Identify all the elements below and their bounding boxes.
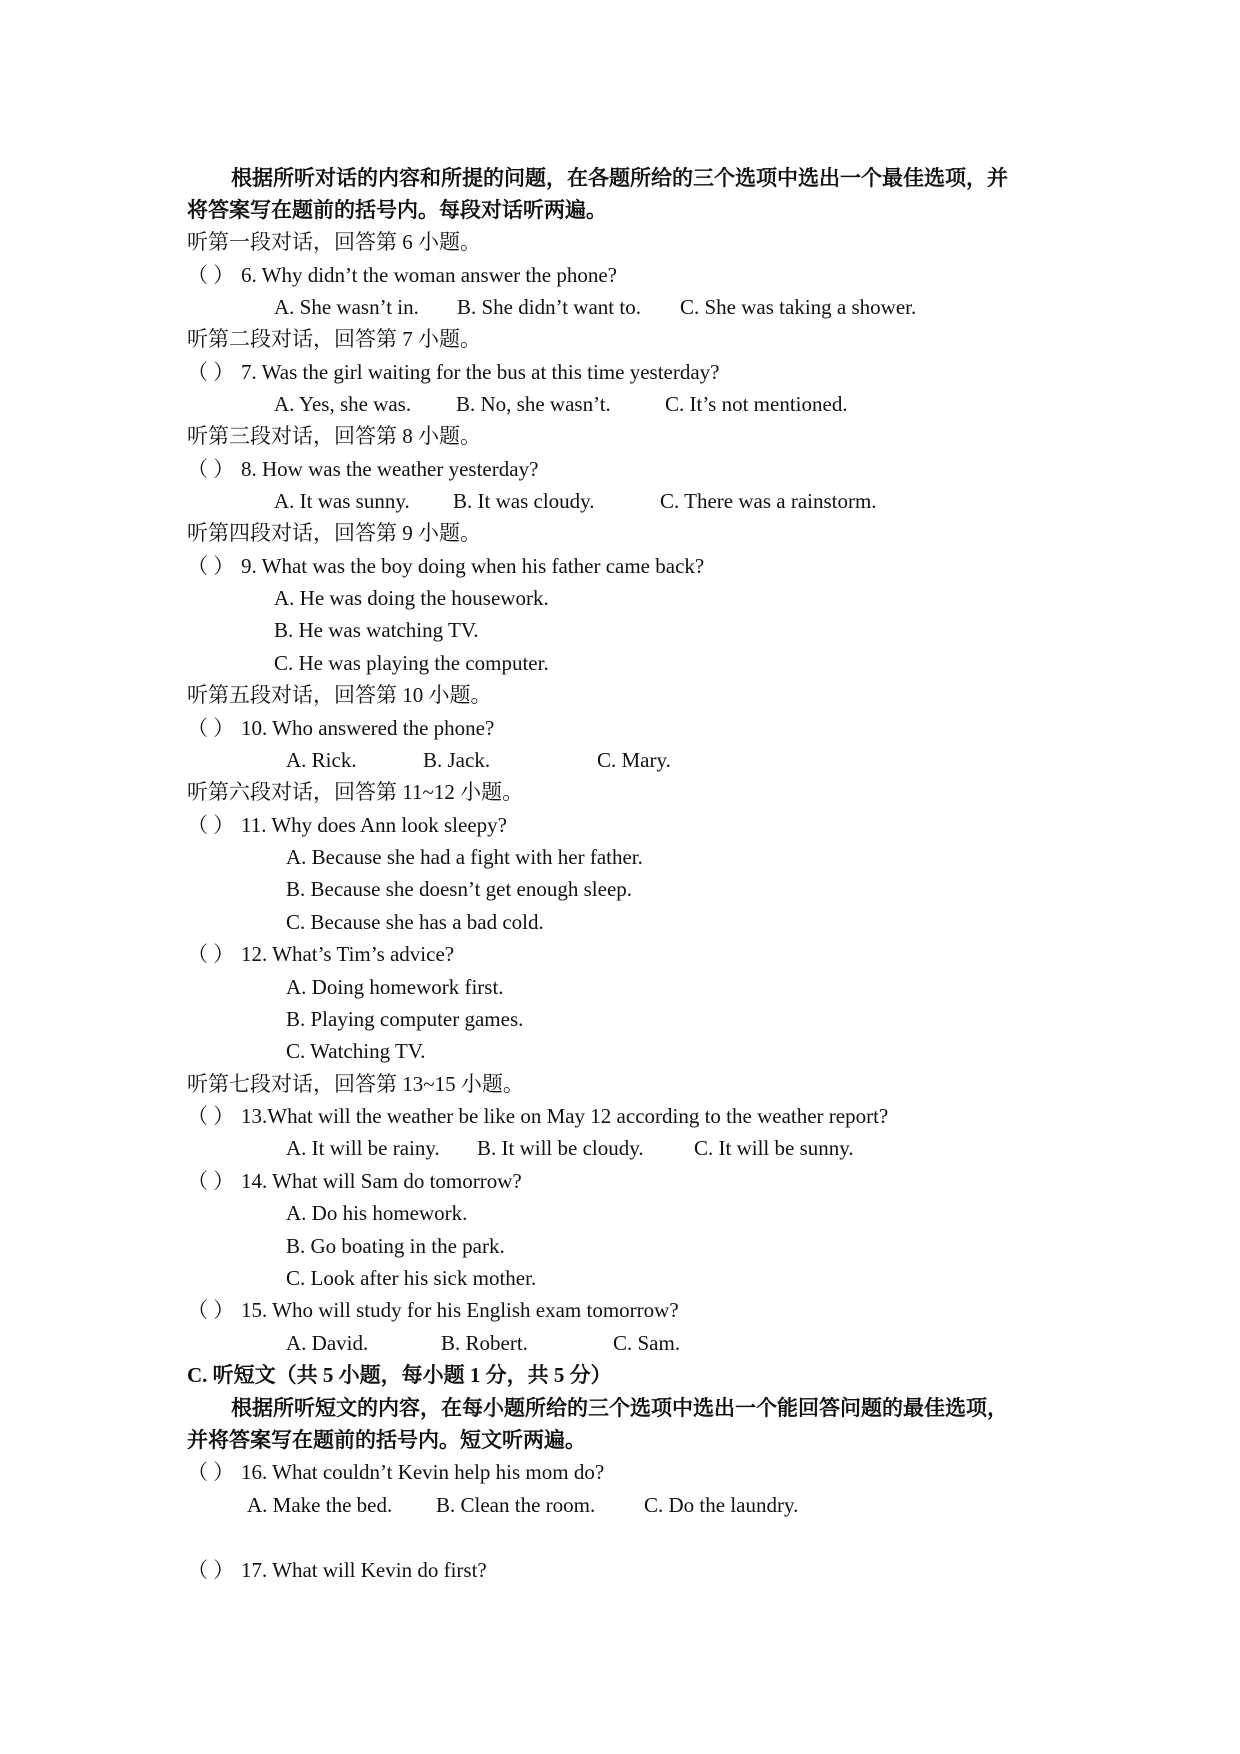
part-c-heading: C. 听短文（共 5 小题，每小题 1 分，共 5 分） <box>187 1363 612 1387</box>
question-text: 16. What couldn’t Kevin help his mom do? <box>241 1460 605 1484</box>
question-text: 12. What’s Tim’s advice? <box>241 942 455 966</box>
intro-line-2: 将答案写在题前的括号内。每段对话听两遍。 <box>187 198 607 222</box>
question-text: 10. Who answered the phone? <box>241 716 495 740</box>
intro-line-1: 根据所听对话的内容和所提的问题，在各题所给的三个选项中选出一个最佳选项，并 <box>231 166 1008 190</box>
option-c: C. Sam. <box>613 1331 681 1355</box>
answer-bracket: （ ） <box>187 813 235 837</box>
answer-bracket: （ ） <box>187 942 235 966</box>
question-text: 7. Was the girl waiting for the bus at this time yesterday? <box>241 360 720 384</box>
option-b: B. Robert. <box>441 1331 528 1355</box>
option-a: A. Rick. <box>286 748 357 772</box>
option-b: B. Go boating in the park. <box>286 1234 505 1258</box>
question-text: 6. Why didn’t the woman answer the phone? <box>241 263 617 287</box>
option-c: C. He was playing the computer. <box>274 651 549 675</box>
section-instruction: 听第一段对话，回答第 6 小题。 <box>187 230 481 254</box>
option-b: B. Because she doesn’t get enough sleep. <box>286 877 633 901</box>
option-b: B. No, she wasn’t. <box>456 392 611 416</box>
question-12 <box>187 941 454 967</box>
answer-bracket: （ ） <box>187 1298 235 1322</box>
option-a: A. Make the bed. <box>247 1493 393 1517</box>
option-b: B. It will be cloudy. <box>477 1136 644 1160</box>
option-a: A. Yes, she was. <box>274 392 412 416</box>
answer-bracket: （ ） <box>187 1104 235 1128</box>
answer-bracket: （ ） <box>187 716 235 740</box>
option-a: A. He was doing the housework. <box>274 586 549 610</box>
answer-bracket: （ ） <box>187 1558 235 1582</box>
answer-bracket: （ ） <box>187 554 235 578</box>
question-8 <box>187 456 538 482</box>
question-text: 14. What will Sam do tomorrow? <box>241 1169 522 1193</box>
option-c: C. It’s not mentioned. <box>665 392 848 416</box>
question-7 <box>187 359 719 385</box>
answer-bracket: （ ） <box>187 263 235 287</box>
answer-bracket: （ ） <box>187 360 235 384</box>
option-a: A. Doing homework first. <box>286 975 504 999</box>
section-instruction: 听第三段对话，回答第 8 小题。 <box>187 424 481 448</box>
section-instruction: 听第六段对话，回答第 11~12 小题。 <box>187 780 524 804</box>
question-15 <box>187 1297 679 1323</box>
section-instruction: 听第二段对话，回答第 7 小题。 <box>187 327 481 351</box>
question-text: 17. What will Kevin do first? <box>241 1558 487 1582</box>
option-a: A. Because she had a fight with her father. <box>286 845 643 869</box>
section-instruction: 听第五段对话，回答第 10 小题。 <box>187 683 492 707</box>
option-b: B. Jack. <box>423 748 491 772</box>
question-13 <box>187 1103 888 1129</box>
option-c: C. Mary. <box>597 748 671 772</box>
question-6 <box>187 262 617 288</box>
option-c: C. Do the laundry. <box>644 1493 799 1517</box>
question-text: 13.What will the weather be like on May 12 according to the weather report? <box>241 1104 889 1128</box>
option-c: C. Because she has a bad cold. <box>286 910 544 934</box>
option-c: C. Watching TV. <box>286 1039 426 1063</box>
question-text: 8. How was the weather yesterday? <box>241 457 539 481</box>
question-text: 9. What was the boy doing when his father came back? <box>241 554 705 578</box>
option-b: B. It was cloudy. <box>453 489 595 513</box>
question-17 <box>187 1557 487 1583</box>
option-c: C. There was a rainstorm. <box>660 489 877 513</box>
question-9 <box>187 553 704 579</box>
option-a: A. David. <box>286 1331 369 1355</box>
answer-bracket: （ ） <box>187 1460 235 1484</box>
part-c-instruction-line-1: 根据所听短文的内容，在每小题所给的三个选项中选出一个能回答问题的最佳选项， <box>231 1396 1008 1420</box>
section-instruction: 听第七段对话，回答第 13~15 小题。 <box>187 1072 524 1096</box>
option-a: A. She wasn’t in. <box>274 295 419 319</box>
option-c: C. Look after his sick mother. <box>286 1266 537 1290</box>
question-16 <box>187 1459 604 1485</box>
option-c: C. It will be sunny. <box>694 1136 854 1160</box>
question-11 <box>187 812 507 838</box>
option-b: B. Playing computer games. <box>286 1007 524 1031</box>
option-a: A. It was sunny. <box>274 489 410 513</box>
option-c: C. She was taking a shower. <box>680 295 917 319</box>
option-a: A. It will be rainy. <box>286 1136 440 1160</box>
part-c-instruction-line-2: 并将答案写在题前的括号内。短文听两遍。 <box>187 1428 586 1452</box>
option-b: B. He was watching TV. <box>274 618 479 642</box>
option-a: A. Do his homework. <box>286 1201 468 1225</box>
answer-bracket: （ ） <box>187 1169 235 1193</box>
question-14 <box>187 1168 522 1194</box>
answer-bracket: （ ） <box>187 457 235 481</box>
section-instruction: 听第四段对话，回答第 9 小题。 <box>187 521 481 545</box>
question-text: 11. Why does Ann look sleepy? <box>241 813 507 837</box>
question-10 <box>187 715 494 741</box>
option-b: B. She didn’t want to. <box>457 295 641 319</box>
question-text: 15. Who will study for his English exam tomorrow? <box>241 1298 679 1322</box>
option-b: B. Clean the room. <box>436 1493 596 1517</box>
